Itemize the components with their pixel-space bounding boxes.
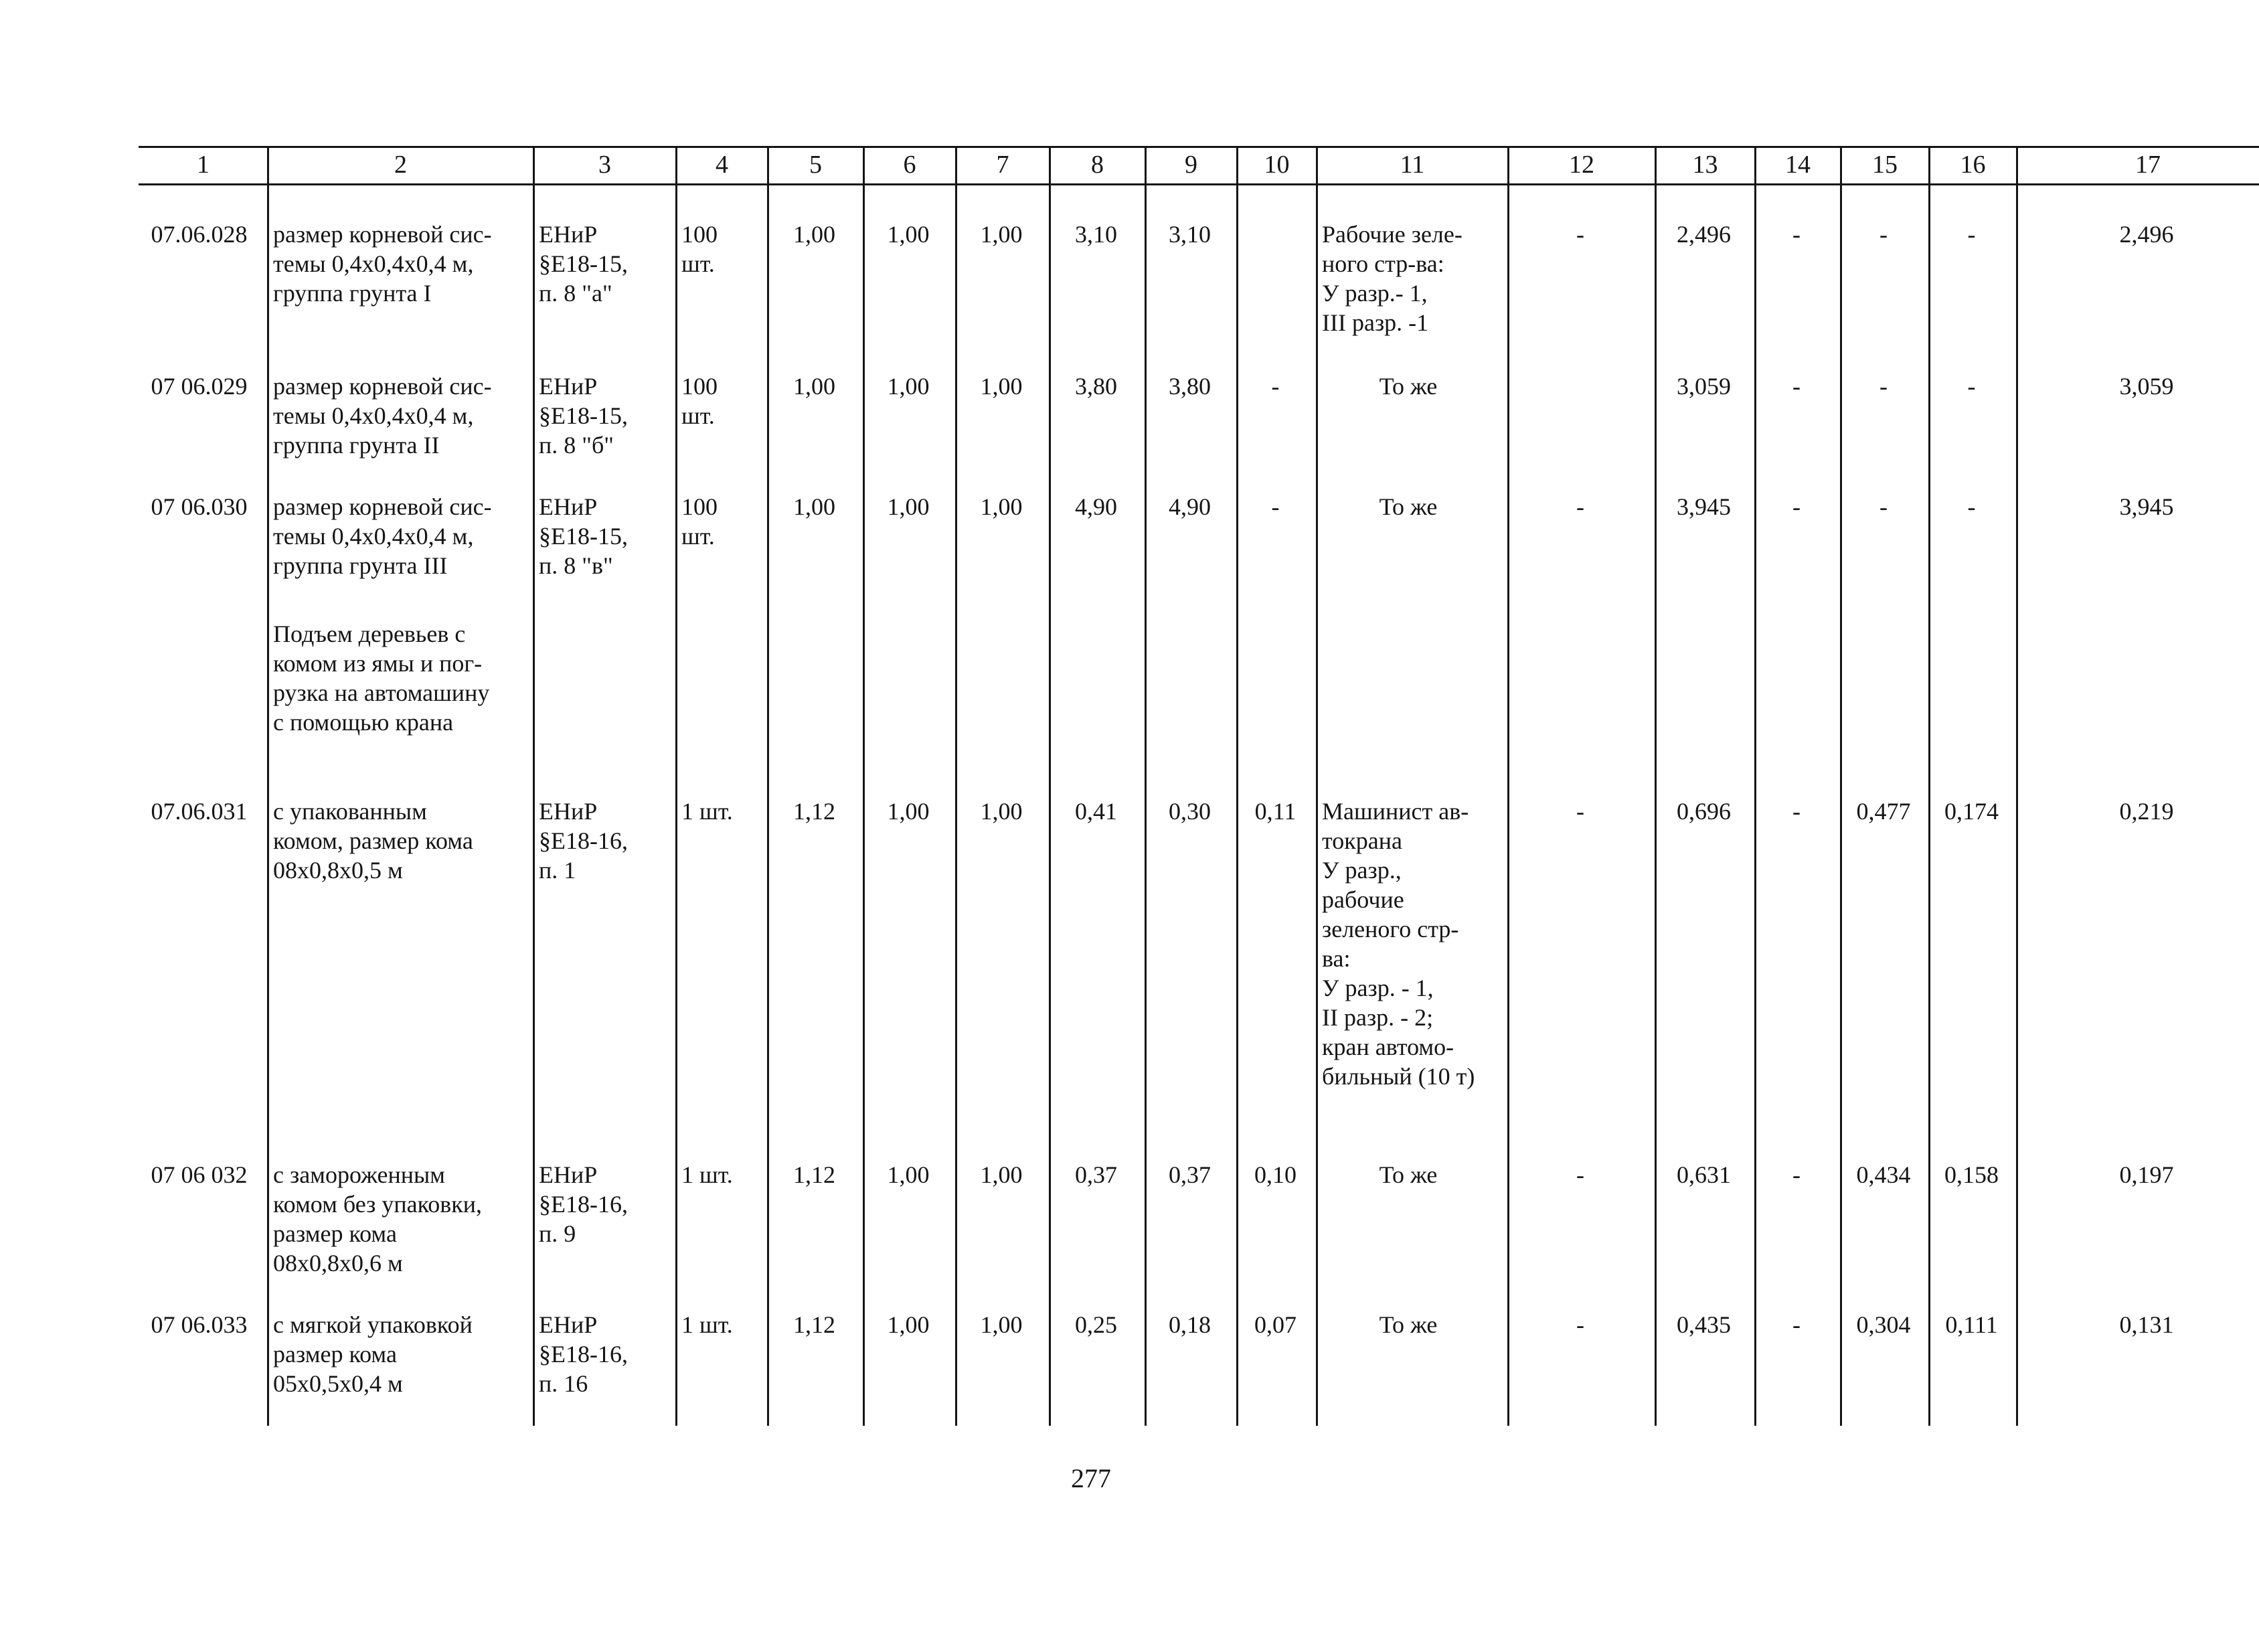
cell-col-16: 0,111 [1945,1311,1998,1338]
column-divider [267,146,269,1426]
cell-col-17: 3,059 [2119,373,2174,400]
cell-col-2 [273,220,531,308]
cell-line: с мягкой упаковкой [273,1311,473,1338]
cell-line: группа грунта III [273,552,448,579]
cell-line: У разр.- 1, [1322,280,1428,307]
cell-col-4 [681,492,765,551]
cell-col-8: 3,10 [1075,221,1117,248]
cell-col-15: 0,477 [1856,798,1911,825]
cell-col-13: 3,945 [1677,493,1731,520]
cell-line: 08х0,8х0,5 м [273,857,403,884]
cell-line: с замороженным [273,1161,445,1188]
column-divider [2016,146,2018,1426]
cell-col-16: 0,158 [1944,1161,1999,1188]
cell-line: темы 0,4х0,4х0,4 м, [273,250,474,277]
cell-line: с помощью крана [273,709,454,736]
cell-line: §Е18-15, [539,402,628,429]
cell-col-4 [681,1310,765,1339]
header-cell: 15 [1872,151,1898,179]
cell-col-11 [1317,492,1500,521]
cell-line: §Е18-16, [539,1341,628,1368]
cell-col-9: 0,30 [1169,798,1211,825]
cell-col-16: 0,174 [1944,798,1999,825]
header-cell: 10 [1264,151,1290,179]
cell-col-9: 0,37 [1169,1161,1211,1188]
cell-line: рузка на автомашину [273,679,490,706]
cell-col-2 [273,619,531,737]
cell-col-12: - [1576,1161,1584,1188]
cell-col-2 [273,371,531,460]
cell-col-11 [1322,797,1505,1091]
cell-col-10: 0,10 [1254,1161,1296,1188]
cell-col-12: - [1576,221,1584,248]
header-cell: 8 [1091,151,1104,179]
cell-line: с упакованным [273,798,427,825]
cell-line: ЕНиР [539,373,598,400]
cell-col-11 [1317,1310,1500,1339]
cell-col-10: - [1271,493,1280,520]
cell-col-2 [273,492,531,580]
column-divider [1507,146,1509,1426]
cell-col-3 [539,220,673,308]
header-cell: 17 [2135,151,2161,179]
cell-line: То же [1379,493,1438,520]
cell-line: рабочие [1322,886,1404,913]
cell-col-5: 1,00 [793,373,835,400]
cell-col-1: 07.06.031 [151,798,248,825]
cell-col-13: 0,696 [1677,798,1731,825]
cell-col-9: 3,10 [1169,221,1211,248]
cell-col-3 [539,797,673,885]
cell-line: размер корневой сис- [273,493,492,520]
header-cell: 2 [394,151,407,179]
cell-col-2 [273,797,531,885]
cell-col-1: 07.06.028 [151,221,248,248]
cell-line: размер корневой сис- [273,373,492,400]
cell-line: §Е18-16, [539,827,628,854]
cell-col-8: 3,80 [1075,373,1117,400]
cell-col-4 [681,371,765,430]
cell-line: п. 1 [539,857,576,884]
cell-col-6: 1,00 [887,1311,930,1338]
column-divider [955,146,957,1426]
cell-line: шт. [681,523,715,550]
cell-line: размер корневой сис- [273,221,492,248]
cell-col-8: 0,25 [1075,1311,1117,1338]
cell-line: Рабочие зеле- [1322,221,1462,248]
cell-col-16: - [1967,493,1976,520]
column-divider [863,146,865,1426]
header-cell: 16 [1960,151,1986,179]
cell-col-12: - [1576,798,1584,825]
cell-line: II разр. - 2; [1322,1004,1434,1031]
cell-col-10: 0,07 [1254,1311,1296,1338]
cell-col-7: 1,00 [980,1311,1023,1338]
cell-line: 100 [681,373,718,400]
column-divider [533,146,535,1426]
cell-col-9: 0,18 [1169,1311,1211,1338]
cell-col-13: 0,631 [1677,1161,1731,1188]
cell-col-6: 1,00 [887,798,930,825]
cell-col-13: 2,496 [1677,221,1731,248]
cell-line: п. 8 "б" [539,432,614,459]
cell-col-3 [539,1160,673,1248]
cell-col-7: 1,00 [980,1161,1023,1188]
cell-col-3 [539,1310,673,1398]
cell-line: ного стр-ва: [1322,250,1444,277]
cell-col-17: 2,496 [2119,221,2174,248]
cell-line: 08х0,8х0,6 м [273,1250,403,1276]
cell-col-11 [1317,371,1500,401]
cell-col-14: - [1792,1311,1801,1338]
cell-line: шт. [681,250,715,277]
cell-line: группа грунта I [273,280,432,307]
cell-col-17: 0,197 [2119,1161,2174,1188]
column-divider [1754,146,1756,1426]
cell-col-5: 1,12 [793,1161,835,1188]
cell-line: То же [1379,1161,1438,1188]
cell-line: §Е18-15, [539,250,628,277]
cell-col-16: - [1967,373,1976,400]
cell-line: ва: [1322,945,1351,972]
cell-col-11 [1317,1160,1500,1189]
column-divider [767,146,769,1426]
cell-col-15: 0,434 [1856,1161,1911,1188]
cell-col-14: - [1792,493,1801,520]
cell-col-8: 0,41 [1075,798,1117,825]
cell-col-8: 0,37 [1075,1161,1117,1188]
cell-line: То же [1379,1311,1438,1338]
cell-col-5: 1,00 [793,221,835,248]
header-cell: 1 [197,151,210,179]
cell-col-7: 1,00 [980,798,1023,825]
cell-col-13: 0,435 [1677,1311,1731,1338]
cell-col-1: 07 06.029 [151,373,248,400]
cell-col-14: - [1792,1161,1801,1188]
cell-col-10: 0,11 [1254,798,1296,825]
header-cell: 3 [598,151,611,179]
column-divider [675,146,677,1426]
cell-line: У разр. - 1, [1322,975,1434,1001]
table-header-rule [139,183,2259,185]
cell-col-9: 3,80 [1169,373,1211,400]
cell-col-1: 07 06 032 [151,1161,248,1188]
cell-line: п. 8 "а" [539,280,612,307]
cell-col-15: - [1879,373,1888,400]
cell-line: У разр., [1322,857,1402,884]
cell-col-11 [1322,220,1505,337]
cell-line: п. 16 [539,1370,588,1397]
cell-line: ЕНиР [539,493,598,520]
cell-line: §Е18-16, [539,1191,628,1218]
cell-col-3 [539,492,673,580]
cell-line: группа грунта II [273,432,440,459]
cell-col-17: 3,945 [2119,493,2174,520]
cell-line: 100 [681,221,718,248]
cell-col-12: - [1576,1311,1584,1338]
cell-col-5: 1,12 [793,1311,835,1338]
cell-col-14: - [1792,221,1801,248]
cell-col-4 [681,220,765,278]
column-divider [1236,146,1238,1426]
column-divider [1928,146,1930,1426]
cell-line: То же [1379,373,1438,400]
column-divider [1840,146,1842,1426]
cell-line: Подъем деревьев с [273,621,466,647]
cell-col-17: 0,131 [2119,1311,2174,1338]
cell-line: кран автомо- [1322,1034,1454,1060]
cell-line: темы 0,4х0,4х0,4 м, [273,402,474,429]
header-cell: 13 [1692,151,1718,179]
cell-line: ЕНиР [539,221,598,248]
header-cell: 6 [903,151,916,179]
column-divider [1049,146,1051,1426]
cell-col-6: 1,00 [887,373,930,400]
header-cell: 7 [996,151,1009,179]
cell-line: темы 0,4х0,4х0,4 м, [273,523,474,550]
cell-col-9: 4,90 [1169,493,1211,520]
cell-col-2 [273,1160,531,1278]
cell-col-17: 0,219 [2119,798,2174,825]
header-cell: 11 [1400,151,1425,179]
header-cell: 12 [1569,151,1594,179]
cell-col-1: 07 06.030 [151,493,248,520]
cell-col-6: 1,00 [887,493,930,520]
cell-line: комом без упаковки, [273,1191,482,1218]
cell-col-1: 07 06.033 [151,1311,248,1338]
cell-col-6: 1,00 [887,221,930,248]
cell-col-5: 1,12 [793,798,835,825]
cell-line: 1 шт. [681,1311,733,1338]
cell-col-10: - [1271,373,1280,400]
cell-line: токрана [1322,827,1402,854]
cell-col-15: - [1879,221,1888,248]
table-top-rule [139,146,2259,148]
cell-line: зеленого стр- [1322,916,1459,942]
cell-line: комом из ямы и пог- [273,650,483,677]
cell-col-13: 3,059 [1677,373,1731,400]
cell-line: комом, размер кома [273,827,473,854]
cell-line: §Е18-15, [539,523,628,550]
cell-line: бильный (10 т) [1322,1063,1475,1090]
cell-col-8: 4,90 [1075,493,1117,520]
cell-col-4 [681,1160,765,1189]
cell-col-3 [539,371,673,460]
cell-col-7: 1,00 [980,493,1023,520]
cell-col-15: - [1879,493,1888,520]
cell-line: п. 9 [539,1220,576,1247]
cell-line: Машинист ав- [1322,798,1469,825]
cell-line: 1 шт. [681,798,733,825]
cell-line: 1 шт. [681,1161,733,1188]
column-divider [1655,146,1657,1426]
cell-line: шт. [681,402,715,429]
header-cell: 9 [1185,151,1197,179]
cell-line: III разр. -1 [1322,309,1429,336]
cell-col-15: 0,304 [1856,1311,1911,1338]
cell-line: размер кома [273,1220,397,1247]
cell-line: ЕНиР [539,1161,598,1188]
cell-col-2 [273,1310,531,1398]
header-cell: 14 [1785,151,1811,179]
column-divider [1145,146,1147,1426]
cell-col-16: - [1967,221,1976,248]
cell-col-14: - [1792,798,1801,825]
cell-line: п. 8 "в" [539,552,613,579]
cell-col-7: 1,00 [980,373,1023,400]
header-cell: 5 [809,151,822,179]
cell-line: 100 [681,493,718,520]
cell-line: 05х0,5х0,4 м [273,1370,403,1397]
header-cell: 4 [716,151,728,179]
cell-col-14: - [1792,373,1801,400]
cell-line: ЕНиР [539,798,598,825]
cell-col-6: 1,00 [887,1161,930,1188]
cell-line: ЕНиР [539,1311,598,1338]
cell-line: размер кома [273,1341,397,1368]
cell-col-4 [681,797,765,826]
page-number: 277 [1071,1463,1111,1493]
column-divider [1316,146,1318,1426]
cell-col-5: 1,00 [793,493,835,520]
cell-col-7: 1,00 [980,221,1023,248]
cell-col-12: - [1576,493,1584,520]
